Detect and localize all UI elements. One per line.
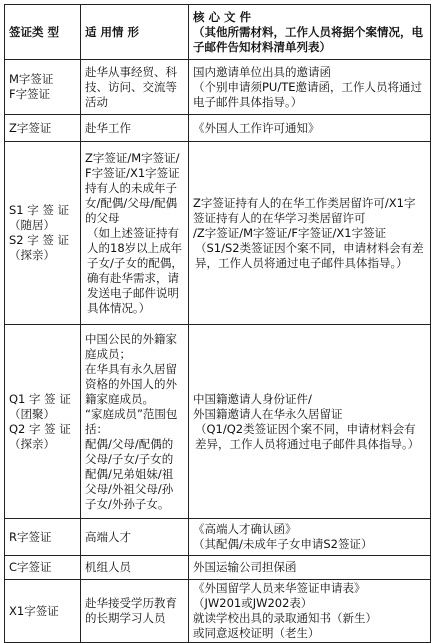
table-row [5,519,431,556]
visa-type-line: F字签证 [9,87,51,101]
situation-cell [81,556,189,580]
documents-note: （其配偶/未成年子女申请S2签证） [193,537,373,551]
documents-text: 《外国人工作许可通知》 [193,120,320,135]
situation-cell [81,580,189,643]
documents-text: 就读学校出具的录取通知书（新生） [193,611,377,625]
documents-text: 《高端人才确认函》 [193,522,297,536]
visa-type-cell [5,115,81,142]
documents-text: 国内邀请单位出具的邀请函 [193,64,331,79]
situation-cell [81,115,189,142]
situation-text: 赴华从事经贸、科技、访问、交流等活动 [85,64,177,109]
documents-text: 《外国留学人员来华签证申请表》 [193,581,366,595]
situation-text: 在华具有永久居留资格的外国人的外籍家庭成员。 [85,361,177,406]
documents-text: （JW201或JW202表） [193,596,313,610]
documents-note: （个别申请须PU/TE邀请函，工作人员将通过电子邮件具体指导。） [193,79,423,109]
header-visa-type: 签证类 型 [5,5,81,60]
table-row [5,60,431,115]
situation-text: 机组人员 [85,560,131,574]
documents-note: （S1/S2类签证因个案不同，申请材料会有差异，工作人员将通过电子邮件具体指导。） [195,240,424,270]
situation-text: Z字签证/M字签证/F字签证/X1字签证持有人的未成年子女/配偶/父母/配偶的父母 [85,150,180,225]
documents-text: 外国运输公司担保函 [193,560,297,574]
situation-cell [81,142,189,325]
visa-type-cell [5,519,81,556]
situation-text: “家庭成员”范围包括： [85,406,178,436]
situation-text: 赴华接受学历教育的长期学习人员 [85,596,177,625]
visa-type-line: R字签证 [9,529,52,544]
documents-cell [189,580,431,643]
situation-text: 高端人才 [85,529,131,544]
header-situation: 适 用情 形 [81,5,189,60]
situation-text: 配偶/父母/配偶的父母/子女/子女的配偶/兄弟姐妹/祖父母/外祖父母/孙子女/外孙子女。 [85,436,174,511]
table-row [5,115,431,142]
documents-cell [189,556,431,580]
documents-cell [189,60,431,115]
documents-text: Z字签证持有人的在华工作类居留许可/X1字签证持有人的在华学习类居留许可 [193,195,416,225]
situation-note: （如上述签证持有人的18岁以上成年子女/子女的配偶，确有赴华需求，请发送电子邮件说明具体情况。） [87,225,183,315]
visa-type-line: Q2 字 签 证 [9,421,71,436]
visa-type-cell [5,142,81,325]
visa-type-line: （探亲） [9,436,55,451]
documents-text: /Z字签证/M字签证/F字签证/X1字签证 [193,225,387,240]
table-header-row [5,5,431,60]
situation-cell [81,519,189,556]
visa-type-cell [5,325,81,519]
table-row [5,580,431,643]
situation-text: 中国公民的外籍家庭成员； [85,331,177,361]
table-row [5,325,431,519]
documents-text: 外国籍邀请人在华永久居留证 [193,406,343,421]
header-core-documents [189,5,431,60]
visa-types-table [4,4,431,643]
documents-cell [189,115,431,142]
table-row [5,142,431,325]
visa-type-line: （团聚） [9,406,55,421]
visa-type-line: C字签证 [9,560,52,574]
visa-type-cell [5,580,81,643]
visa-type-cell [5,60,81,115]
documents-note: （Q1/Q2类签证因个案不同，申请材料会有差异，工作人员将通过电子邮件具体指导。） [195,421,420,451]
documents-text: 或同意返校证明（老生） [193,626,320,640]
table-row [5,556,431,580]
situation-cell [81,325,189,519]
header-core-documents-title: 核 心 文 件 [193,9,252,24]
documents-cell [189,325,431,519]
visa-type-line: Q1 字 签 证 [9,391,71,406]
visa-type-line: S2 字 签 证 [9,233,70,247]
visa-type-line: Z字签证 [9,120,52,135]
visa-type-line: X1字签证 [9,603,59,618]
documents-text: 中国籍邀请人身份证件/ [193,391,312,406]
visa-type-cell [5,556,81,580]
situation-cell [81,60,189,115]
documents-cell [189,142,431,325]
documents-cell [189,519,431,556]
visa-type-line: M字签证 [9,72,54,86]
situation-text: 赴华工作 [85,120,131,135]
visa-type-line: S1 字 签 证 [9,203,70,217]
header-core-documents-note: （其他所需材料，工作人员将据个案情况，电子邮件告知材料清单列表） [193,24,423,54]
visa-type-line: （随居） [9,218,55,232]
visa-type-line: （探亲） [9,248,55,262]
